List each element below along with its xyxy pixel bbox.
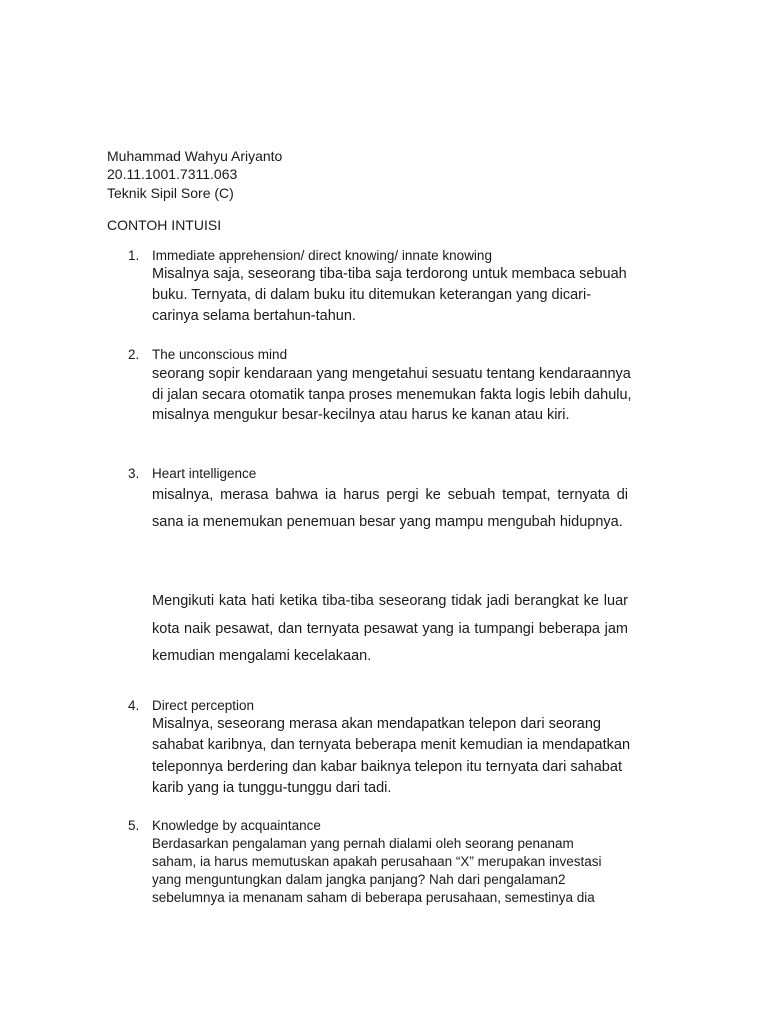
class-name: Teknik Sipil Sore (C) <box>107 185 234 201</box>
author-name: Muhammad Wahyu Ariyanto <box>107 148 283 164</box>
student-id: 20.11.1001.7311.063 <box>107 166 238 182</box>
section-title: CONTOH INTUISI <box>107 217 222 233</box>
item-number: 3. <box>128 466 140 481</box>
item-number: 4. <box>128 698 140 713</box>
item-number: 5. <box>128 818 140 833</box>
item-heading: Immediate apprehension/ direct knowing/ innate knowing <box>152 248 492 263</box>
item-text: misalnya, merasa bahwa ia harus pergi ke sebuah tempat, ternyata di sana ia menemukan penemuan besar yang mampu mengubah hidupnya. <box>152 487 628 530</box>
item-text: Mengikuti kata hati ketika tiba-tiba seseorang tidak jadi berangkat ke luar kota naik pesawat, dan ternyata pesawat yang ia tumpangi beberapa jam kemudian mengalami kecelakaan. <box>152 593 628 664</box>
item-heading: Knowledge by acquaintance <box>152 818 321 833</box>
item-number: 2. <box>128 347 140 362</box>
item-heading: Direct perception <box>152 698 255 713</box>
item-text: seorang sopir kendaraan yang mengetahui sesuatu tentang kendaraannya di jalan secara otomatik tanpa proses menemukan fakta logis lebih dahulu, misalnya mengukur besar-kecilnya atau harus ke kanan atau kiri. <box>152 366 632 423</box>
item-text: Berdasarkan pengalaman yang pernah dialami oleh seorang penanam saham, ia harus memutuskan apakah perusahaan “X” merupakan investasi yang menguntungkan dalam jangka panjang? Nah dari pengalaman2 sebelumnya ia menanam saham di beberapa perusahaan, semestinya dia <box>152 836 602 905</box>
item-number: 1. <box>128 248 140 263</box>
item-heading: Heart intelligence <box>152 466 257 481</box>
item-text: Misalnya saja, seseorang tiba-tiba saja terdorong untuk membaca sebuah buku. Ternyata, di dalam buku itu ditemukan keterangan yang dicari-carinya selama bertahun-tahun. <box>152 266 627 324</box>
item-text: Misalnya, seseorang merasa akan mendapatkan telepon dari seorang sahabat karibnya, dan ternyata beberapa menit kemudian ia mendapatkan teleponnya berdering dan kabar baiknya telepon itu ternyata dari sahabat karib yang ia tunggu-tunggu dari tadi. <box>152 716 631 796</box>
item-heading: The unconscious mind <box>152 347 288 362</box>
